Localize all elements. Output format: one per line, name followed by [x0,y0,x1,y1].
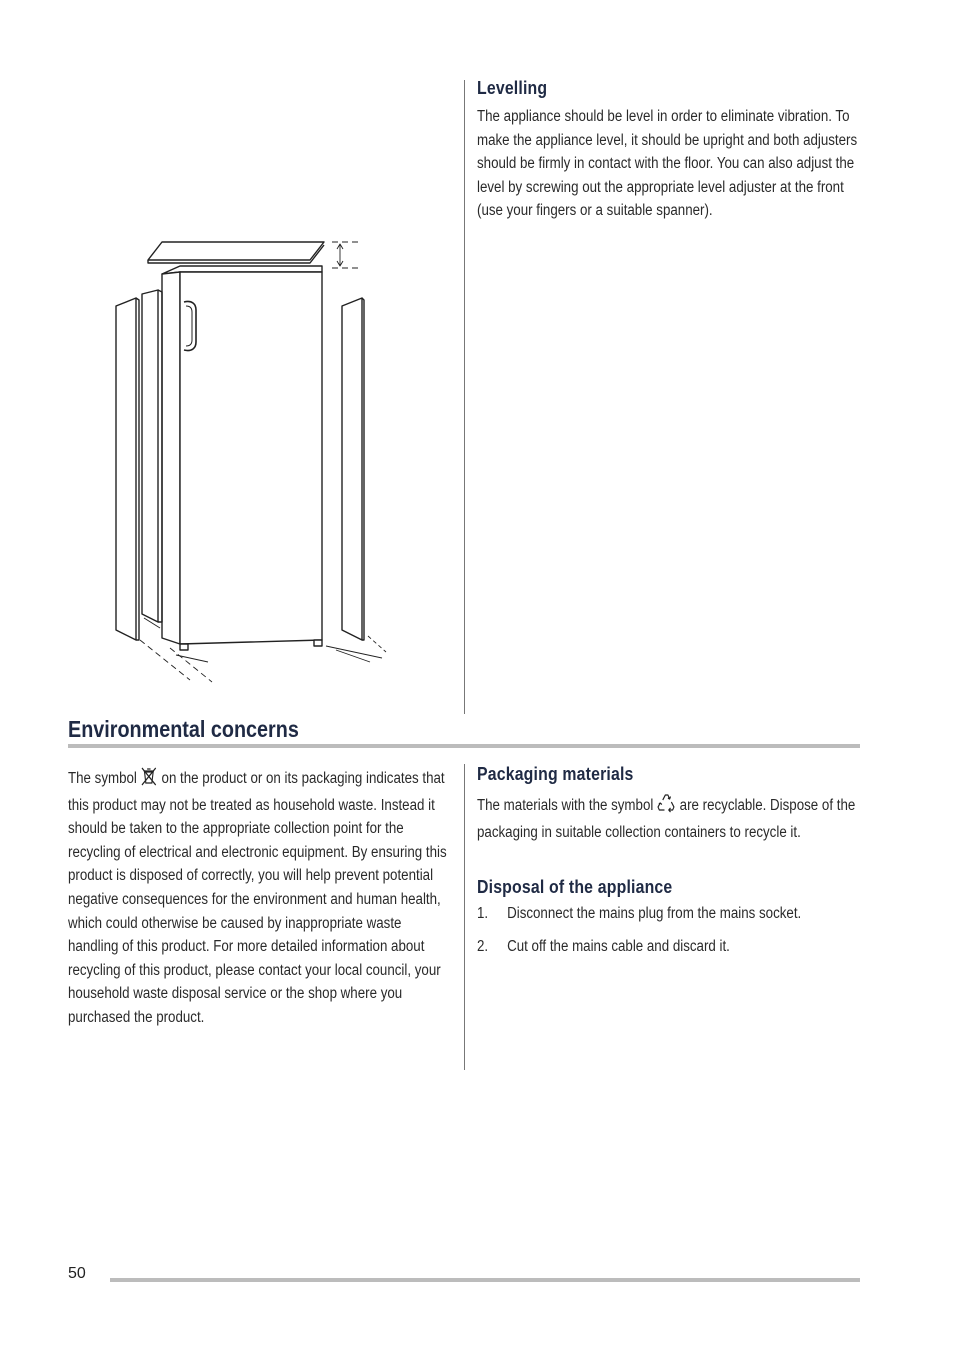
appliance-installation-illustration [100,230,400,700]
environment-body [68,767,455,1030]
list-item-text: Cut off the mains cable and discard it. [507,938,730,955]
column-divider-top [464,80,465,714]
environment-text-before: The symbol [68,770,137,787]
levelling-heading: Levelling [477,78,548,98]
cabinet-side [180,272,322,644]
cabinet-front [162,272,180,644]
top-cover-plate [148,242,324,260]
footer-rule [110,1278,860,1282]
recycle-icon [657,793,676,821]
page-number: 50 [68,1265,86,1282]
list-item-number: 1. [477,905,489,922]
packaging-body [477,793,860,844]
left-inner-panel [142,290,158,622]
packaging-text-after: are recyclable. Dispose of the packaging in suitable collection containers to recycle it. [477,797,856,841]
disposal-heading: Disposal of the appliance [477,877,673,897]
list-item [477,905,801,923]
environment-text-after: on the product or on its packaging indicates that this product may not be treated as household waste. Instead it should be taken to the appropriate collection point for the recycling of electrical and electronic equipment. By ensuring this product is disposed of correctly, you will help prevent potential negative consequences for the environment and human health, which could otherwise be caused by inappropriate waste handling of this product. For more detailed information about recycling of this product, please contact your local council, your household waste disposal service or the shop where you purchased the product. [68,770,447,1026]
section-title-rule [68,744,860,748]
list-item-text: Disconnect the mains plug from the mains socket. [507,905,802,922]
left-outer-panel [116,298,136,640]
packaging-heading: Packaging materials [477,764,634,784]
column-divider-bottom [464,764,465,1070]
crossed-bin-icon [141,767,158,794]
right-panel [342,298,362,640]
levelling-body: The appliance should be level in order to eliminate vibration. To make the appliance level, it should be upright and both adjusters should be firmly in contact with the floor. You can also adjust the level by screwing out the appropriate level adjuster at the front (use your fingers or a suitable spanner). [477,108,858,220]
packaging-text-before: The materials with the symbol [477,797,654,814]
list-item [477,938,730,956]
list-item-number: 2. [477,938,489,955]
section-title: Environmental concerns [68,716,299,742]
